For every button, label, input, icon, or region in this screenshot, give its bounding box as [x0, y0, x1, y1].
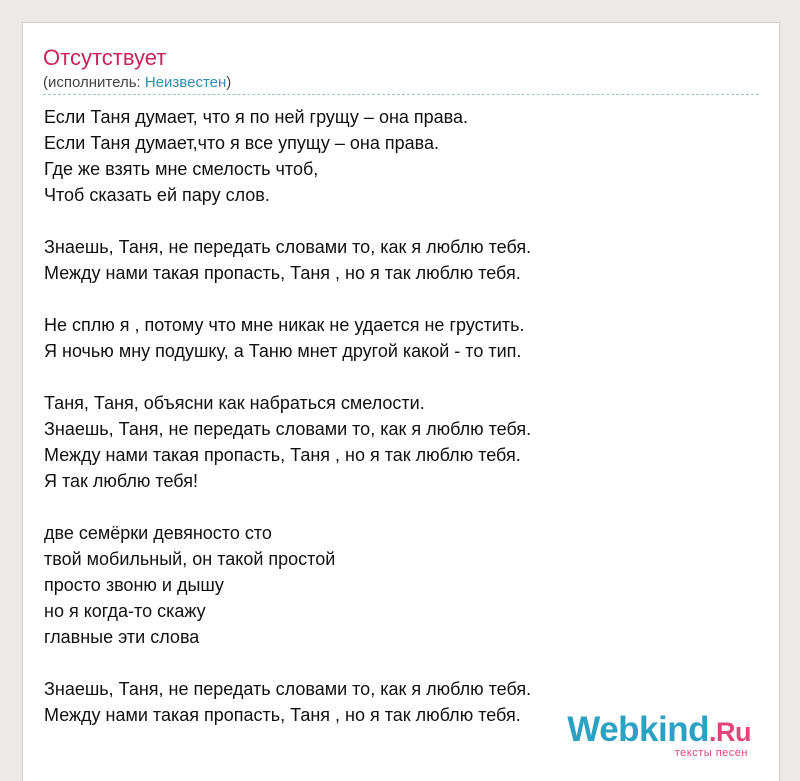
lyric-line: Таня, Таня, объясни как набраться смелости. — [44, 393, 425, 413]
artist-link[interactable]: Неизвестен — [144, 74, 227, 91]
lyric-line: Чтоб сказать ей пару слов. — [44, 185, 270, 205]
lyric-line: Если Таня думает,что я все упущу – она права. — [44, 133, 440, 153]
lyric-line: Я так люблю тебя! — [44, 471, 198, 491]
stanza-gap — [44, 208, 759, 234]
song-title: Отсутствует — [43, 45, 167, 70]
artist-line — [43, 74, 231, 92]
lyric-line: Знаешь, Таня, не передать словами то, как я люблю тебя. — [44, 679, 532, 699]
artist-suffix: ) — [226, 74, 232, 91]
watermark-tld: .Ru — [709, 717, 751, 747]
lyric-line: Если Таня думает, что я по ней грущу – она права. — [44, 107, 469, 127]
title-divider — [43, 94, 759, 95]
lyric-line: две семёрки девяносто сто — [44, 523, 272, 543]
watermark-subtitle: тексты песен — [674, 747, 748, 759]
lyric-line: Между нами такая пропасть, Таня , но я так люблю тебя. — [44, 445, 521, 465]
stanza-gap — [44, 286, 759, 312]
lyric-line: твой мобильный, он такой простой — [44, 549, 336, 569]
lyric-line: главные эти слова — [44, 627, 200, 647]
artist-prefix: (исполнитель: — [43, 74, 145, 91]
lyric-line: Знаешь, Таня, не передать словами то, как я люблю тебя. — [44, 237, 532, 257]
lyrics-body — [44, 104, 759, 728]
lyric-line: Где же взять мне смелость чтоб, — [44, 159, 319, 179]
lyric-line: Между нами такая пропасть, Таня , но я так люблю тебя. — [44, 705, 521, 725]
stanza-gap — [44, 494, 759, 520]
lyric-line: Я ночью мну подушку, а Таню мнет другой какой - то тип. — [44, 341, 522, 361]
stanza-gap — [44, 650, 759, 676]
lyrics-page — [22, 22, 780, 781]
watermark-brand: Webkind — [567, 710, 709, 749]
lyric-line: Знаешь, Таня, не передать словами то, как я люблю тебя. — [44, 419, 532, 439]
watermark-logo — [567, 711, 751, 751]
site-watermark — [561, 711, 751, 759]
lyric-line: но я когда-то скажу — [44, 601, 206, 621]
lyric-line: Не сплю я , потому что мне никак не удается не грустить. — [44, 315, 525, 335]
lyric-line: Между нами такая пропасть, Таня , но я так люблю тебя. — [44, 263, 521, 283]
stanza-gap — [44, 364, 759, 390]
lyric-line: просто звоню и дышу — [44, 575, 224, 595]
